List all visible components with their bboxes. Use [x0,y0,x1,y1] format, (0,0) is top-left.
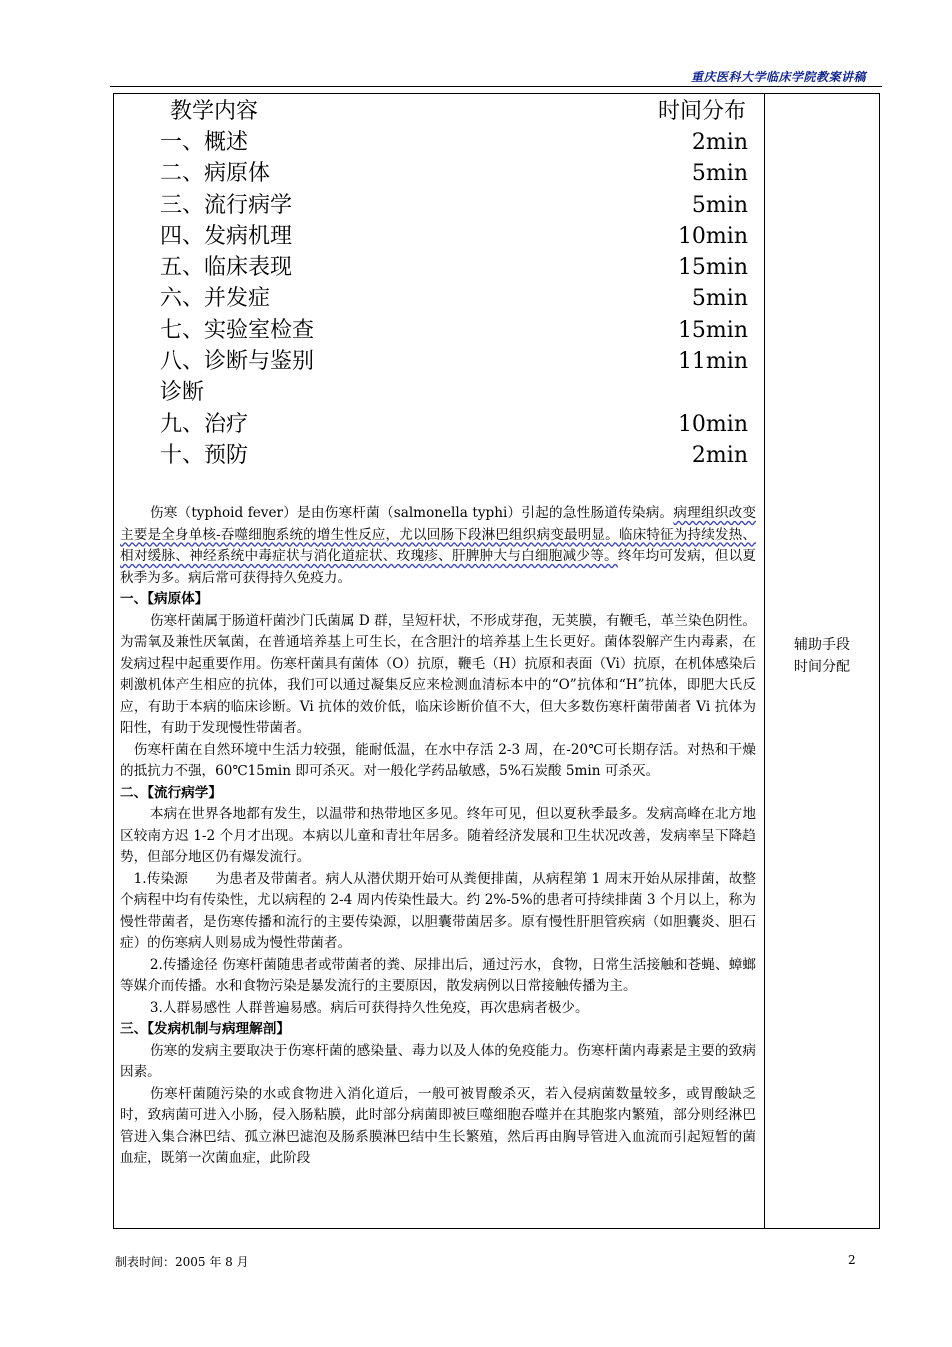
toc-item-time: 15min [677,255,748,281]
auxiliary-note-line2: 时间分配 [794,659,850,675]
toc-item-title: 八、诊断与鉴别诊断 [160,349,315,406]
paragraph: 伤寒杆菌属于肠道杆菌沙门氏菌属 D 群，呈短杆状，不形成芽孢，无荚膜，有鞭毛，革兰染色阴性。为需氧及兼性厌氧菌，在普通培养基上可生长，在含胆汁的培养基上生长更好。菌体裂解产生内毒素，在发病过程中起重要作用。伤寒杆菌具有菌体（O）抗原，鞭毛（H）抗原和表面（Vi）抗原，在机体感染后刺激机体产生相应的抗体，我们可以通过凝集反应来检测血清标本中的“O”抗体和“H”抗体，即肥大氏反应，有助于本病的临床诊断。Vi 抗体的效价低，临床诊断价值不大，但大多数伤寒杆菌带菌者 Vi 抗体为阳性，有助于发现慢性带菌者。 [120,612,756,737]
toc-item-time: 15min [677,317,748,343]
toc-item-time: 5min [691,161,748,187]
paragraph: 伤寒杆菌在自然环境中生活力较强，能耐低温，在水中存活 2-3 周，在-20℃可长期存活。对热和干燥的抵抗力不强，60℃15min 即可杀灭。对一般化学药品敏感，5%石炭酸 5min 可杀灭。 [120,741,756,780]
toc-header-time: 时间分布 [657,99,746,124]
toc-item-time: 10min [677,223,748,249]
toc-item-title: 二、病原体 [160,161,271,187]
header-rule [110,86,882,87]
toc-item-time: 11min [677,349,748,375]
toc-item [120,158,756,189]
toc-item-title: 三、流行病学 [160,192,293,218]
toc-item [120,283,756,314]
page-number: 2 [848,1253,856,1267]
paragraph: 1.传染源 为患者及带菌者。病人从潜伏期开始可从粪便排菌，从病程第 1 周末开始从尿排菌，故整个病程中均有传染性，尤以病程的 2-4 周内传染性最大。约 2%-5%的患者可持续排菌 3 个月以上，称为慢性带菌者，是伤寒传播和流行的主要传染源，以胆囊带菌居多。原有慢性肝胆管疾病（如胆囊炎、胆石症）的伤寒病人则易成为慢性带菌者。 [120,870,756,952]
toc-item [120,252,756,283]
paragraph: 本病在世界各地都有发生，以温带和热带地区多见。终年可见，但以夏秋季最多。发病高峰在北方地区较南方迟 1-2 个月才出现。本病以儿童和青壮年居多。随着经济发展和卫生状况改善，发病率呈下降趋势，但部分地区仍有爆发流行。 [120,806,756,866]
toc-item-time: 10min [677,411,748,437]
toc-header [120,96,756,127]
toc-item-time: 5min [691,286,748,312]
intro-definition: 伤寒（typhoid fever）是由伤寒杆菌（salmonella typhi）引起的急性肠道传染病。 [149,505,674,522]
toc-item [120,409,756,440]
intro-pathology-text: 病理组织改变主要是全身单核-吞噬细胞系统的增生性反应，尤以回肠下段淋巴组织病变最明显。临床特征为持续发热、相对缓脉、神经系统中毒症状与消化道症状、玫瑰疹、肝脾肿大与白细胞减少等。 [120,505,757,565]
paragraph: 伤寒杆菌随污染的水或食物进入消化道后，一般可被胃酸杀灭，若入侵病菌数量较多，或胃酸缺乏时，致病菌可进入小肠，侵入肠粘膜，此时部分病菌即被巨噬细胞吞噬并在其胞浆内繁殖，部分则经淋巴管进入集合淋巴结、孤立淋巴滤泡及肠系膜淋巴结中生长繁殖，然后再由胸导管进入血流而引起短暂的菌血症，既第一次菌血症，此阶段 [120,1085,756,1167]
lesson-plan-table [113,93,880,1229]
intro-paragraph [120,503,756,589]
toc-item [120,190,756,221]
auxiliary-note-line1: 辅助手段 [794,637,850,653]
document-header-title: 重庆医科大学临床学院教案讲稿 [690,70,866,84]
section-heading-pathogen: 一、【病原体】 [120,591,209,608]
toc-item-title: 五、临床表现 [160,255,293,281]
paragraph: 2.传播途径 伤寒杆菌随患者或带菌者的粪、尿排出后，通过污水，食物，日常生活接触和苍蝇、蟑螂等媒介而传播。水和食物污染是暴发流行的主要原因，散发病例以日常接触传播为主。 [120,956,756,995]
lecture-body [120,503,756,1170]
toc-item-title: 六、并发症 [160,286,271,312]
toc-item [120,127,756,158]
toc-item [120,315,756,346]
toc-item [120,346,756,409]
section-heading-pathogenesis: 三、【发病机制与病理解剖】 [120,1021,290,1038]
lesson-content-cell [114,94,762,1170]
toc-header-content: 教学内容 [170,99,259,124]
auxiliary-note [765,634,879,678]
paragraph: 3.人群易感性 人群普遍易感。病后可获得持久性免疫，再次患病者极少。 [149,999,589,1016]
toc-item-time: 2min [691,442,748,468]
intro-epidemiology: 终年均可发病，但以夏秋季为多。病后常可获得持久免疫力。 [120,548,756,586]
toc-item [120,440,756,471]
toc-item-title: 九、治疗 [160,411,249,437]
toc-item-title: 四、发病机理 [160,223,293,249]
toc-item-time: 5min [691,192,748,218]
paragraph: 伤寒的发病主要取决于伤寒杆菌的感染量、毒力以及人体的免疫能力。伤寒杆菌内毒素是主要的致病因素。 [120,1042,756,1081]
toc-item-title: 七、实验室检查 [160,317,315,343]
section-heading-epidemiology: 二、【流行病学】 [120,784,222,801]
toc-item [120,221,756,252]
toc-item-time: 2min [691,130,748,155]
footer-date: 制表时间：2005 年 8 月 [115,1255,249,1269]
toc-item-title: 一、概述 [160,130,249,155]
auxiliary-cell [765,94,879,1228]
toc-item-title: 十、预防 [160,442,249,468]
